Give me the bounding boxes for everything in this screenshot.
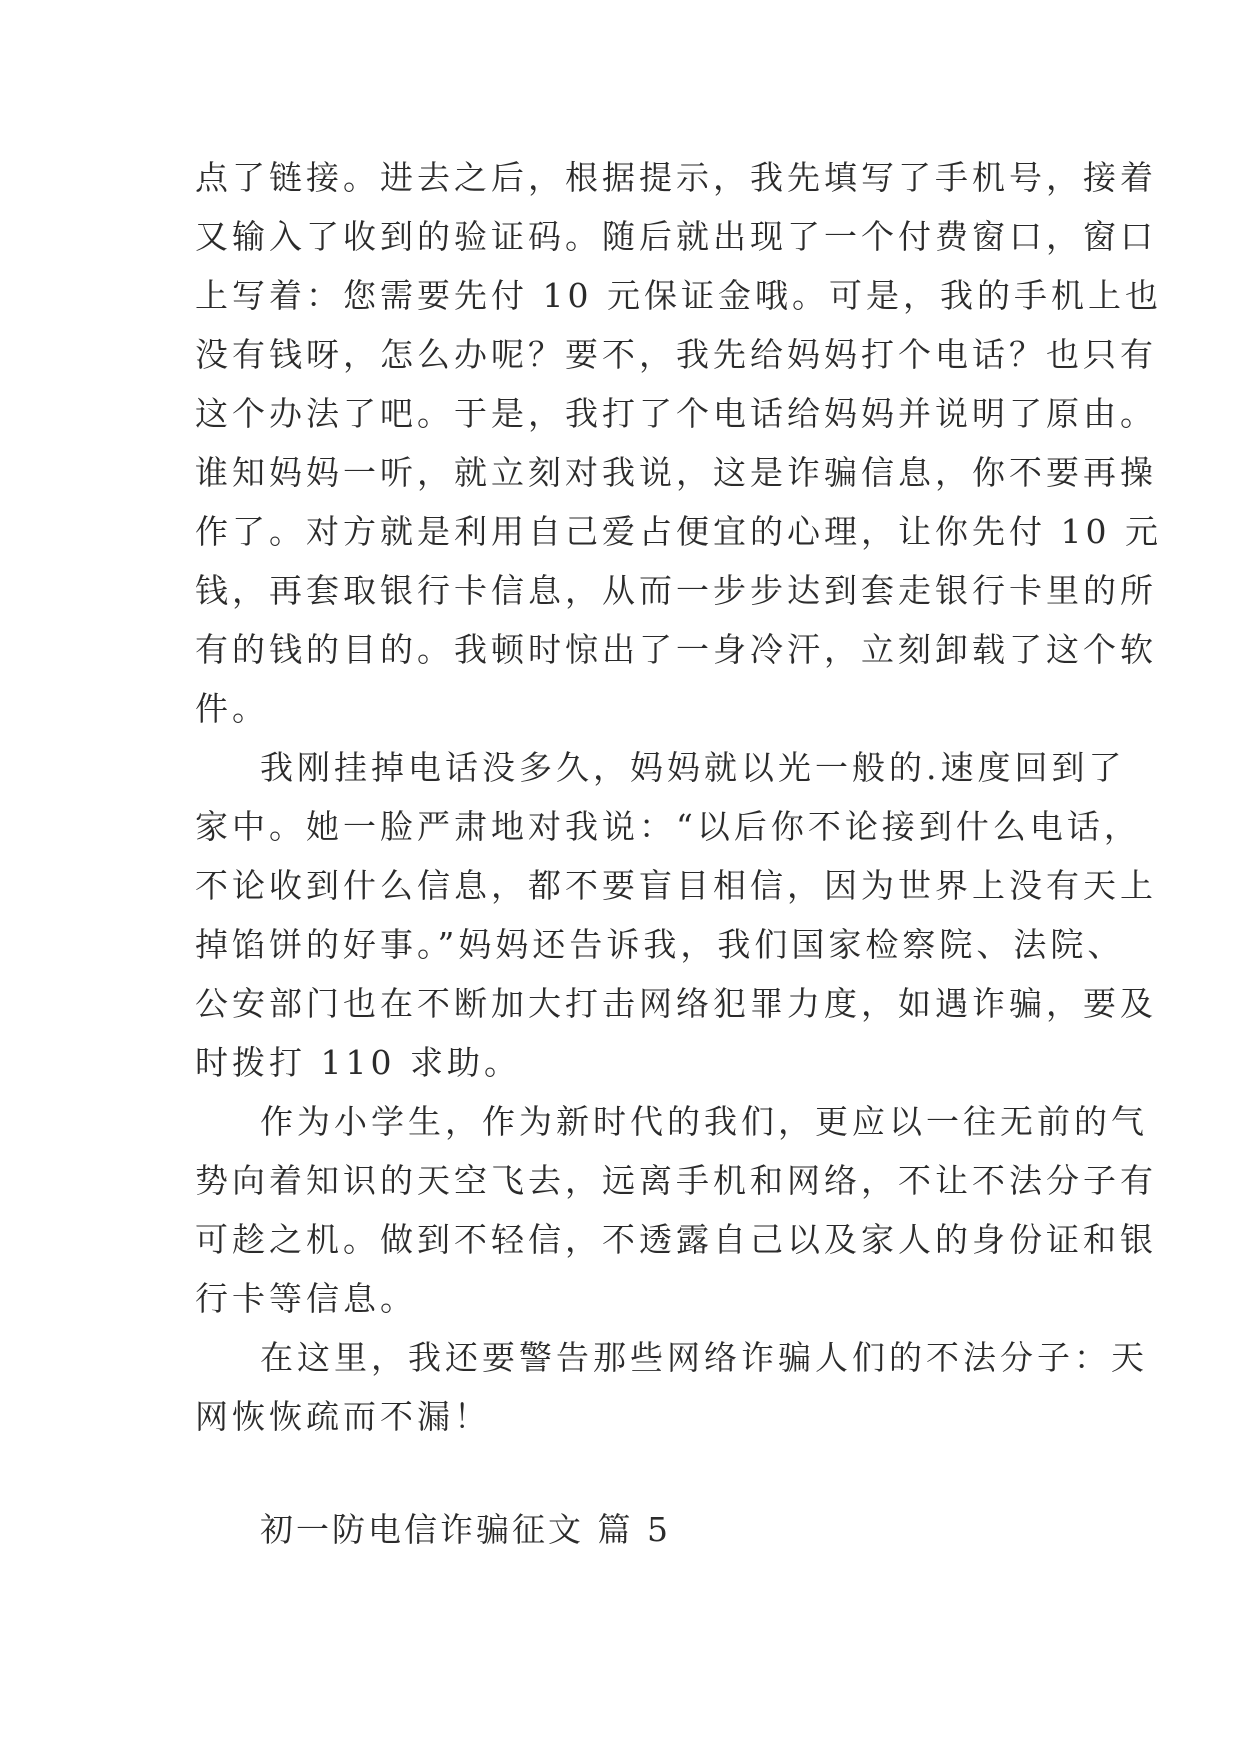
text-line: 行卡等信息。 <box>195 1279 417 1318</box>
text-line: 没有钱呀，怎么办呢？要不，我先给妈妈打个电话？也只有 <box>195 335 1157 374</box>
text-line: 件。 <box>195 689 269 728</box>
text-line: 不论收到什么信息，都不要盲目相信，因为世界上没有天上 <box>195 866 1157 905</box>
text-line: 有的钱的目的。我顿时惊出了一身冷汗，立刻卸载了这个软 <box>195 630 1157 669</box>
text-line: 上写着：您需要先付 10 元保证金哦。可是，我的手机上也 <box>195 276 1162 315</box>
text-line: 谁知妈妈一听，就立刻对我说，这是诈骗信息，你不要再操 <box>195 453 1157 492</box>
text-line: 又输入了收到的验证码。随后就出现了一个付费窗口，窗口 <box>195 217 1157 256</box>
section-heading: 初一防电信诈骗征文 篇 5 <box>260 1510 671 1549</box>
text-line: 我刚挂掉电话没多久，妈妈就以光一般的.速度回到了 <box>260 748 1126 787</box>
text-line: 公安部门也在不断加大打击网络犯罪力度，如遇诈骗，要及 <box>195 984 1157 1023</box>
text-line: 可趁之机。做到不轻信，不透露自己以及家人的身份证和银 <box>195 1220 1157 1259</box>
text-line: 时拨打 110 求助。 <box>195 1043 521 1082</box>
text-line: 点了链接。进去之后，根据提示，我先填写了手机号，接着 <box>195 158 1157 197</box>
text-line: 作了。对方就是利用自己爱占便宜的心理，让你先付 10 元 <box>195 512 1162 551</box>
text-line: 这个办法了吧。于是，我打了个电话给妈妈并说明了原由。 <box>195 394 1157 433</box>
text-line: 钱，再套取银行卡信息，从而一步步达到套走银行卡里的所 <box>195 571 1157 610</box>
text-line: 在这里，我还要警告那些网络诈骗人们的不法分子：天 <box>260 1338 1148 1377</box>
text-line: 网恢恢疏而不漏！ <box>195 1397 491 1436</box>
text-line: 家中。她一脸严肃地对我说：“以后你不论接到什么电话， <box>195 807 1141 846</box>
text-line: 掉馅饼的好事。”妈妈还告诉我，我们国家检察院、法院、 <box>195 925 1125 964</box>
text-line: 作为小学生，作为新时代的我们，更应以一往无前的气 <box>260 1102 1148 1141</box>
text-line: 势向着知识的天空飞去，远离手机和网络，不让不法分子有 <box>195 1161 1157 1200</box>
